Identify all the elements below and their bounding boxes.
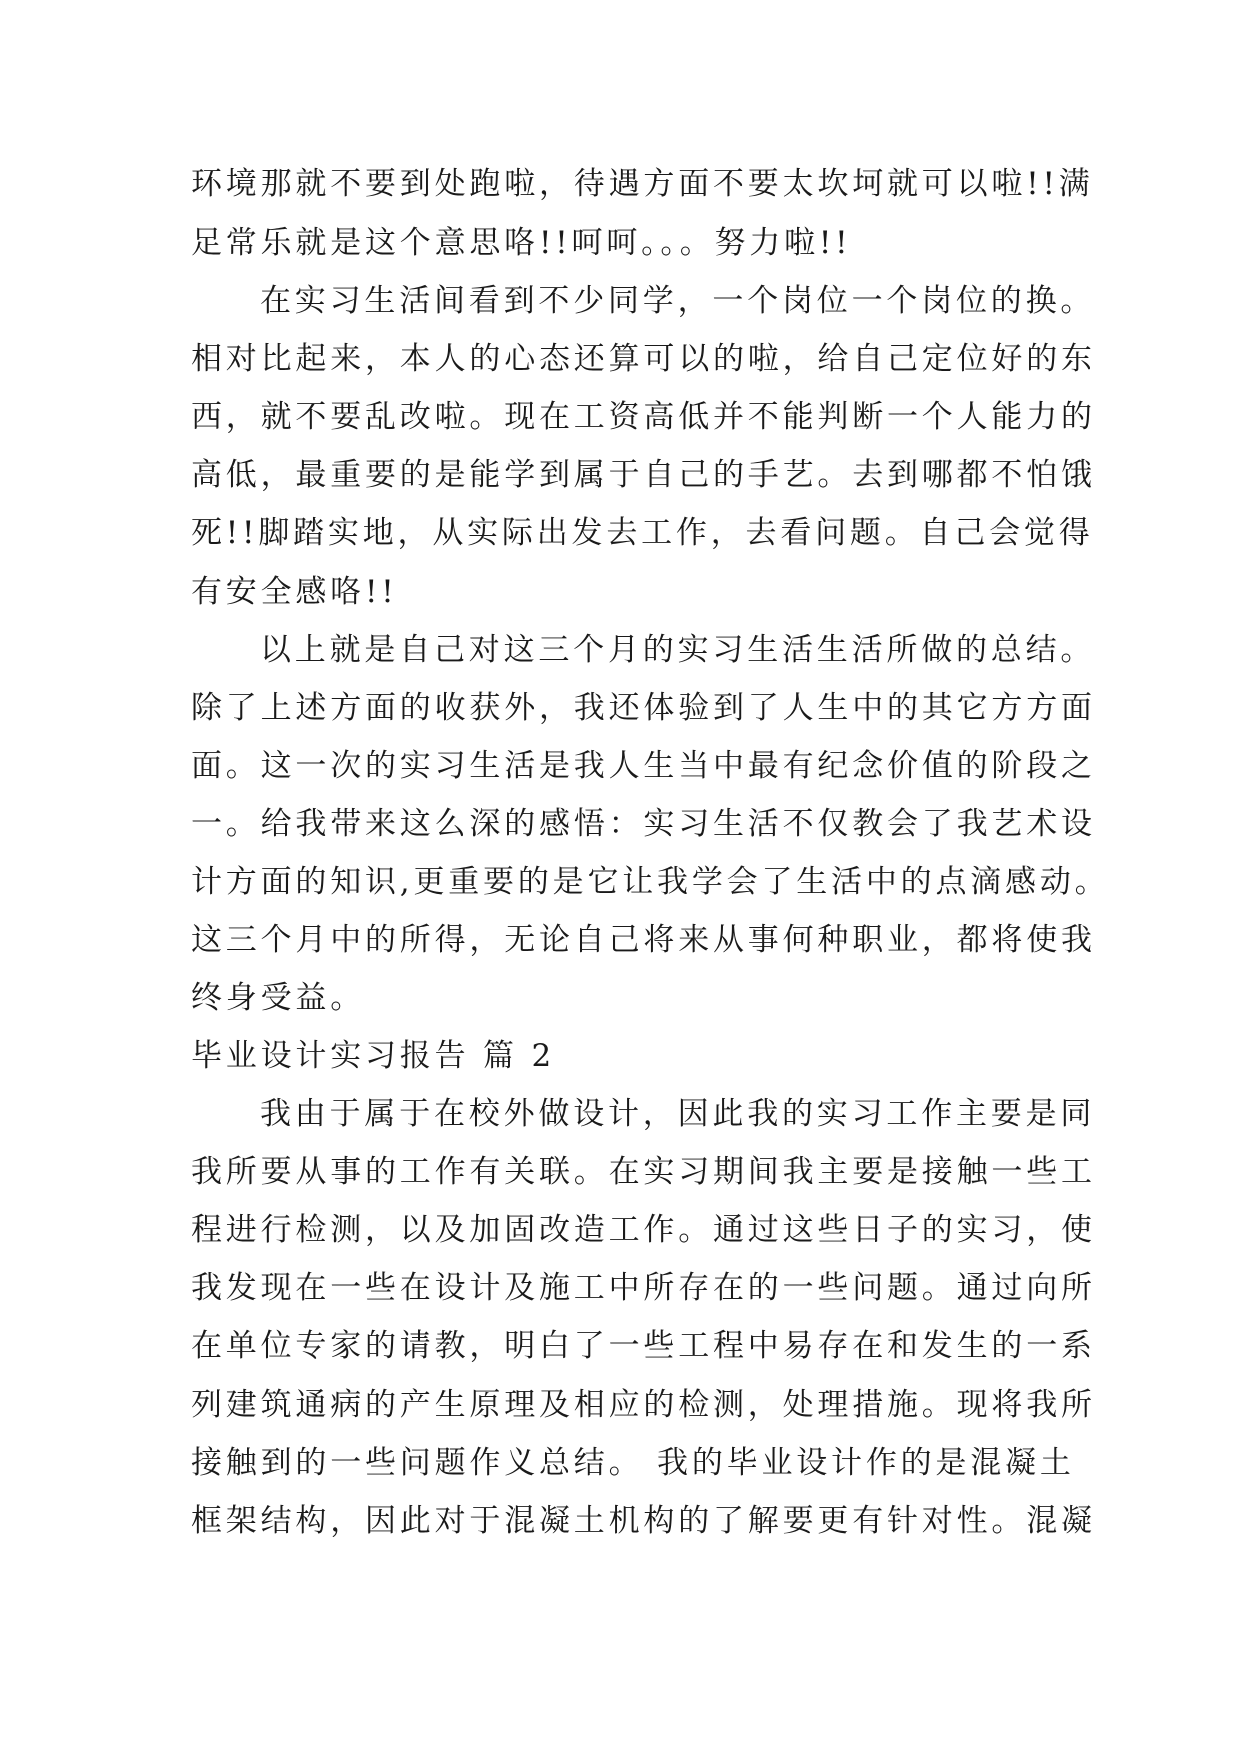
section-heading: 毕业设计实习报告 篇 2 xyxy=(191,1038,556,1074)
text-line: 环境那就不要到处跑啦，待遇方面不要太坎坷就可以啦!!满 xyxy=(191,166,1094,202)
text-line: 在单位专家的请教，明白了一些工程中易存在和发生的一系 xyxy=(191,1328,1096,1364)
text-line: 终身受益。 xyxy=(191,980,365,1016)
text-line: 计方面的知识,更重要的是它让我学会了生活中的点滴感动。 xyxy=(191,864,1110,900)
text-line: 死!!脚踏实地，从实际出发去工作，去看问题。自己会觉得 xyxy=(191,515,1094,551)
paragraph-start-line: 在实习生活间看到不少同学，一个岗位一个岗位的换。 xyxy=(260,283,1096,319)
text-line: 相对比起来，本人的心态还算可以的啦，给自己定位好的东 xyxy=(191,341,1096,377)
text-line: 列建筑通病的产生原理及相应的检测，处理措施。现将我所 xyxy=(191,1387,1096,1423)
text-line: 我发现在一些在设计及施工中所存在的一些问题。通过向所 xyxy=(191,1270,1096,1306)
text-line: 这三个月中的所得，无论自己将来从事何种职业，都将使我 xyxy=(191,922,1096,958)
text-line: 足常乐就是这个意思咯!!呵呵。。。努力啦!! xyxy=(191,225,852,261)
text-line: 西，就不要乱改啦。现在工资高低并不能判断一个人能力的 xyxy=(191,399,1096,435)
text-line: 接触到的一些问题作义总结。 我的毕业设计作的是混凝土 xyxy=(191,1445,1075,1481)
text-line: 有安全感咯!! xyxy=(191,574,398,610)
text-line: 程进行检测，以及加固改造工作。通过这些日子的实习，使 xyxy=(191,1212,1096,1248)
text-line: 框架结构，因此对于混凝土机构的了解要更有针对性。混凝 xyxy=(191,1503,1096,1539)
paragraph-start-line: 以上就是自己对这三个月的实习生活生活所做的总结。 xyxy=(260,632,1096,668)
text-line: 除了上述方面的收获外，我还体验到了人生中的其它方方面 xyxy=(191,690,1096,726)
text-line: 面。这一次的实习生活是我人生当中最有纪念价值的阶段之 xyxy=(191,748,1096,784)
text-line: 高低，最重要的是能学到属于自己的手艺。去到哪都不怕饿 xyxy=(191,457,1096,493)
text-line: 一。给我带来这么深的感悟：实习生活不仅教会了我艺术设 xyxy=(191,806,1096,842)
paragraph-start-line: 我由于属于在校外做设计，因此我的实习工作主要是同 xyxy=(260,1096,1096,1132)
text-line: 我所要从事的工作有关联。在实习期间我主要是接触一些工 xyxy=(191,1154,1096,1190)
